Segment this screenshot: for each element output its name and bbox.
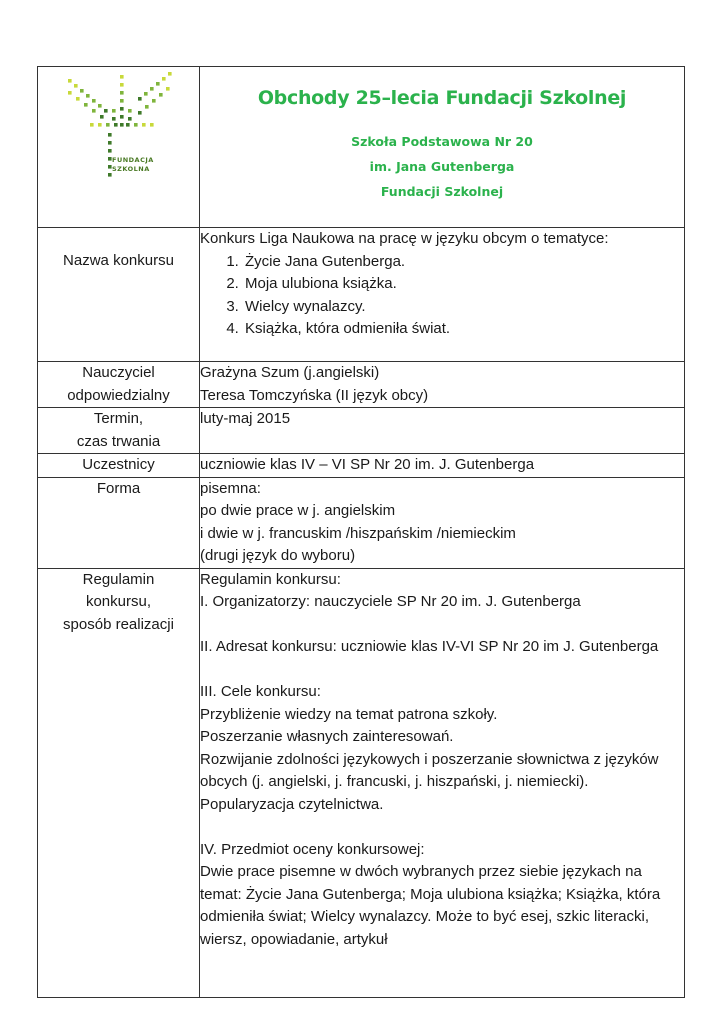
logo-dot [74, 84, 78, 88]
logo-dot [106, 123, 110, 127]
value-nazwa [200, 228, 685, 362]
logo-dot [138, 97, 142, 101]
logo-dot [120, 91, 124, 95]
logo-dot [145, 105, 149, 109]
row-regulamin [38, 568, 685, 997]
przedmiot-text: Dwie prace pisemne w dwóch wybranych przez siebie językach na temat: Życie Jana Gutenberga; Moja ulubiona książka; Książka, która odmieniła świat; Wielcy wynalazcy. Może to być esej, szkic literacki, wiersz, opowiadanie, artykuł [200, 863, 661, 948]
logo-dot [68, 79, 72, 83]
logo-dot [98, 123, 102, 127]
logo-dot [80, 89, 84, 93]
logo-text-line1: FUNDACJA [112, 156, 154, 164]
logo-dot [108, 133, 112, 137]
cel-item: Poszerzanie własnych zainteresowań. [200, 728, 454, 745]
row-termin [38, 408, 685, 454]
label-line: Regulamin [82, 570, 155, 588]
forma-line: pisemna: [200, 479, 261, 497]
label-line: sposób realizacji [63, 615, 174, 633]
logo-dot [112, 117, 116, 121]
label-nazwa [38, 228, 200, 362]
header-row [38, 67, 685, 228]
value-forma [200, 477, 685, 568]
school-patron: im. Jana Gutenberga [369, 159, 515, 174]
value-nauczyciel [200, 362, 685, 408]
logo-dot [142, 123, 146, 127]
logo-dot [120, 75, 124, 79]
logo-dot [168, 72, 172, 76]
logo-dot [92, 109, 96, 113]
page-title: Obchody 25–lecia Fundacji Szkolnej [257, 87, 627, 109]
logo-dot [120, 123, 124, 127]
logo-dot [120, 99, 124, 103]
logo-dot [159, 93, 163, 97]
adresat: II. Adresat konkursu: uczniowie klas IV-VI SP Nr 20 im J. Gutenberga [200, 638, 659, 655]
label-line: czas trwania [76, 432, 161, 450]
list-item: 2. Moja ulubiona książka. [243, 273, 684, 296]
logo-dot [90, 123, 94, 127]
nazwa-intro: Konkurs Liga Naukowa na pracę w języku obcym o tematyce: [200, 230, 609, 247]
row-uczestnicy [38, 454, 685, 478]
logo-dot [84, 103, 88, 107]
forma-line: i dwie w j. francuskim /hiszpańskim /niemieckim [200, 524, 516, 542]
list-item: 3. Wielcy wynalazcy. [243, 296, 684, 319]
teacher-1: Grażyna Szum (j.angielski) [200, 364, 380, 381]
cel-item: Popularyzacja czytelnictwa. [200, 795, 384, 813]
teacher-2: Teresa Tomczyńska (II język obcy) [200, 386, 429, 404]
list-item: 1. Życie Jana Gutenberga. [243, 251, 684, 274]
logo-dot [120, 115, 124, 119]
logo-dot [126, 123, 130, 127]
logo-dot [68, 91, 72, 95]
school-name: Szkoła Podstawowa Nr 20 [351, 134, 533, 149]
topics-list [200, 251, 684, 341]
label-uczestnicy: Uczestnicy [38, 454, 200, 478]
logo-dot [144, 92, 148, 96]
logo-dot [104, 109, 108, 113]
logo-dot [108, 149, 112, 153]
forma-line: (drugi język do wyboru) [200, 547, 356, 564]
logo-dot [76, 97, 80, 101]
logo-dot [150, 87, 154, 91]
cele-heading: III. Cele konkursu: [200, 683, 321, 700]
label-line: Termin, [93, 410, 144, 427]
label-line: Nauczyciel [82, 364, 155, 381]
value-termin: luty-maj 2015 [200, 408, 685, 454]
logo-dot [108, 141, 112, 145]
logo-dot [120, 83, 124, 87]
logo-dot [98, 104, 102, 108]
logo-dot [114, 123, 118, 127]
label-line: odpowiedzialny [67, 386, 170, 404]
logo-dot [100, 115, 104, 119]
logo-dot [156, 82, 160, 86]
logo-cell [38, 67, 200, 228]
cel-item: Przybliżenie wiedzy na temat patrona szkoły. [200, 705, 498, 723]
list-item: 4. Książka, która odmieniła świat. [243, 318, 684, 341]
logo-dot [92, 99, 96, 103]
row-nazwa [38, 228, 685, 362]
value-regulamin [200, 568, 685, 997]
organizatorzy: I. Organizatorzy: nauczyciele SP Nr 20 im. J. Gutenberga [200, 593, 581, 610]
cel-item: Rozwijanie zdolności językowych i poszerzanie słownictwa z języków obcych (j. angielski, j. francuski, j. hiszpański, j. niemiecki). [200, 750, 659, 790]
label-forma: Forma [38, 477, 200, 568]
logo-dot [112, 109, 116, 113]
label-regulamin [38, 568, 200, 997]
przedmiot-heading: IV. Przedmiot oceny konkursowej: [200, 840, 425, 858]
row-forma [38, 477, 685, 568]
value-uczestnicy: uczniowie klas IV – VI SP Nr 20 im. J. Gutenberga [200, 454, 685, 478]
logo-dot [162, 77, 166, 81]
logo-dot [138, 111, 142, 115]
foundation-logo [38, 67, 200, 227]
logo-dot [128, 117, 132, 121]
logo-text [112, 156, 154, 174]
header-cell [200, 67, 685, 228]
row-nauczyciel [38, 362, 685, 408]
forma-line: po dwie prace w j. angielskim [200, 502, 396, 519]
logo-dot [134, 123, 138, 127]
label-line: konkursu, [85, 593, 152, 610]
logo-text-line2: SZKOLNA [112, 165, 150, 173]
logo-dot [128, 109, 132, 113]
logo-dot [166, 87, 170, 91]
logo-dot [86, 94, 90, 98]
logo-dot [120, 107, 124, 111]
regulamin-heading: Regulamin konkursu: [200, 570, 341, 588]
logo-dot [152, 99, 156, 103]
label-termin [38, 408, 200, 454]
label-nauczyciel [38, 362, 200, 408]
label-nazwa-text: Nazwa konkursu [63, 252, 174, 269]
logo-dot [150, 123, 154, 127]
foundation-name: Fundacji Szkolnej [380, 184, 504, 199]
competition-table [37, 66, 685, 998]
